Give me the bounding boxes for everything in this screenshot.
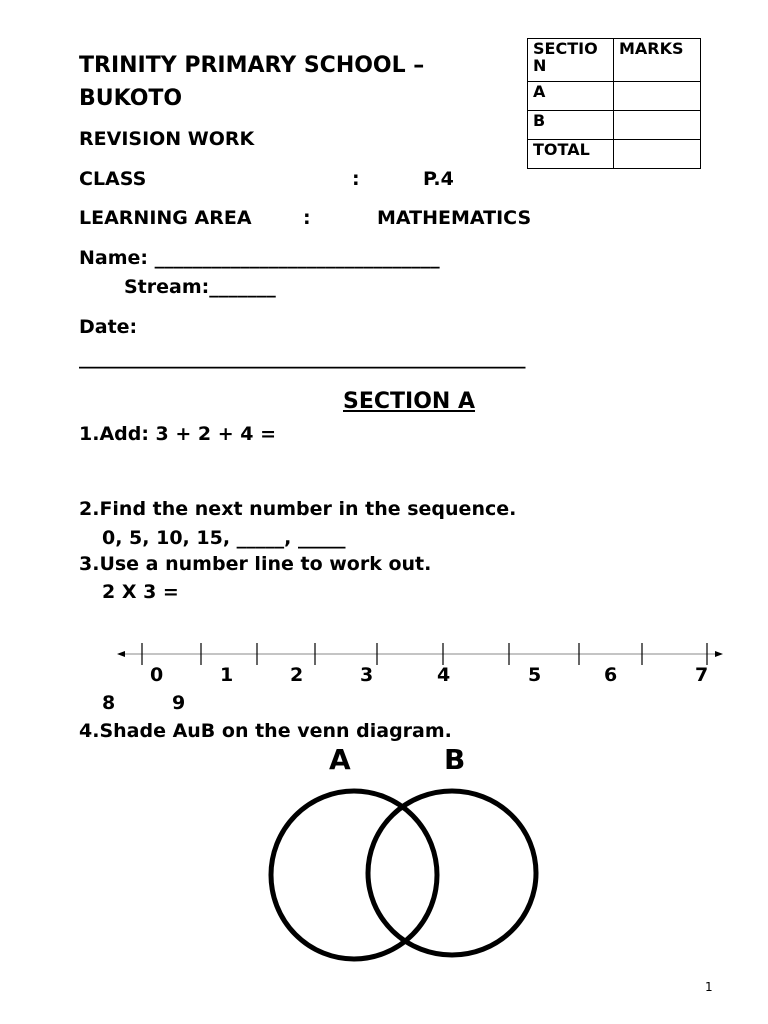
section-cell: A — [528, 82, 614, 111]
tick-label: 5 — [528, 664, 542, 686]
question-2: 2.Find the next number in the sequence. — [79, 498, 517, 520]
tick-label: 4 — [437, 664, 451, 686]
section-title: SECTION A — [343, 389, 476, 414]
left-arrow-icon — [117, 651, 125, 657]
tick-label: 8 — [102, 692, 116, 714]
right-arrow-icon — [715, 651, 723, 657]
marks-cell — [614, 82, 701, 111]
class-colon: : — [352, 168, 360, 190]
marks-column-header: MARKS — [614, 39, 701, 82]
marks-table-header — [528, 39, 701, 82]
set-b-label: B — [444, 743, 466, 776]
learning-area-value: MATHEMATICS — [377, 207, 532, 229]
table-row — [528, 82, 701, 111]
set-b-circle — [368, 791, 536, 955]
stream-field: Stream:_______ — [124, 276, 276, 298]
venn-diagram — [262, 782, 552, 968]
tick-label: 1 — [220, 664, 234, 686]
marks-cell — [614, 140, 701, 169]
tick-label: 0 — [150, 664, 164, 686]
question-2-sequence: 0, 5, 10, 15, _____, _____ — [102, 527, 346, 549]
school-name-line1: TRINITY PRIMARY SCHOOL – — [79, 53, 425, 78]
tick-label: 3 — [360, 664, 374, 686]
table-row — [528, 140, 701, 169]
question-4: 4.Shade AuB on the venn diagram. — [79, 720, 452, 742]
learning-area-colon: : — [303, 207, 311, 229]
page-number: 1 — [705, 980, 713, 994]
name-field: Name: ______________________________ — [79, 247, 440, 269]
marks-table — [527, 38, 701, 169]
revision-title: REVISION WORK — [79, 128, 255, 150]
question-3: 3.Use a number line to work out. — [79, 553, 432, 575]
class-label: CLASS — [79, 168, 147, 190]
tick-label: 2 — [290, 664, 304, 686]
marks-cell — [614, 111, 701, 140]
class-value: P.4 — [423, 168, 454, 190]
section-cell: B — [528, 111, 614, 140]
tick-label: 9 — [172, 692, 186, 714]
section-column-header: SECTION — [528, 39, 614, 82]
question-1: 1.Add: 3 + 2 + 4 = — [79, 423, 277, 445]
date-rule: _______________________________________________ — [79, 347, 526, 369]
number-line — [110, 640, 730, 670]
set-a-label: A — [329, 743, 351, 776]
tick-label: 7 — [695, 664, 709, 686]
date-label: Date: — [79, 316, 138, 338]
set-a-circle — [271, 791, 437, 959]
question-3-expression: 2 X 3 = — [102, 581, 179, 603]
table-row — [528, 111, 701, 140]
tick-label: 6 — [604, 664, 618, 686]
school-name-line2: BUKOTO — [79, 86, 183, 111]
learning-area-label: LEARNING AREA — [79, 207, 252, 229]
section-cell: TOTAL — [528, 140, 614, 169]
